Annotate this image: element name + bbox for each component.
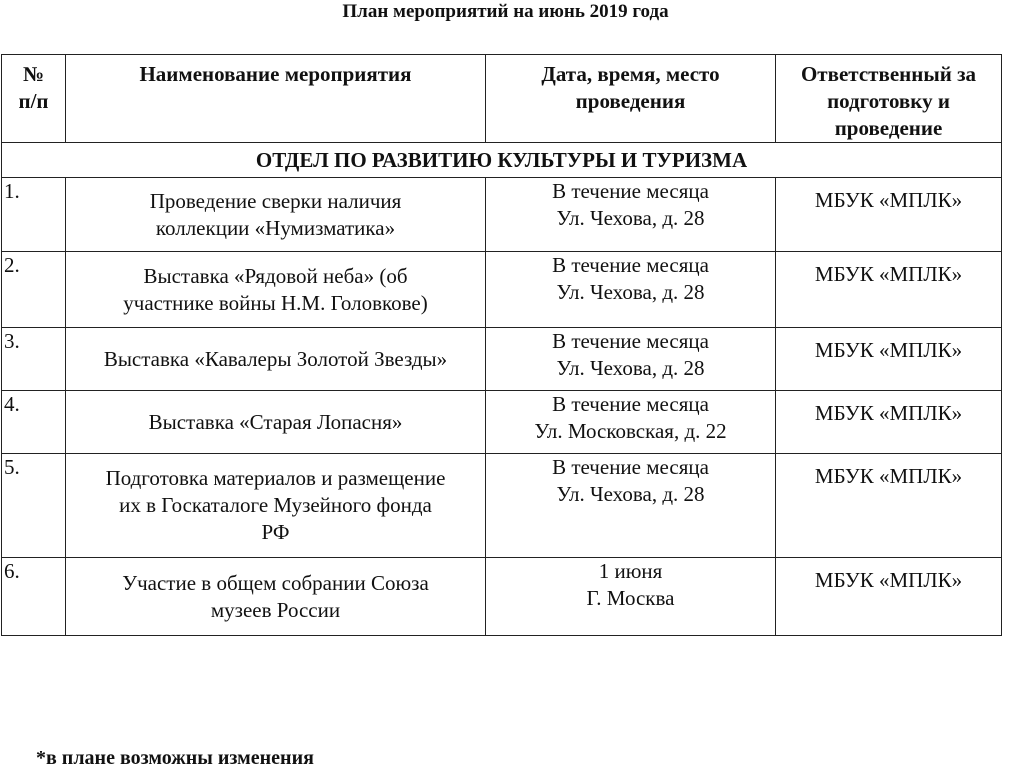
event-title-line: РФ: [261, 520, 290, 544]
row-responsible: МБУК «МПЛК»: [776, 558, 1002, 636]
date-line: 1 июня: [598, 559, 663, 583]
header-responsible-line: Ответственный за: [800, 62, 977, 86]
row-date-place: [486, 558, 776, 636]
header-num-line: №: [22, 62, 45, 86]
header-title-line: Наименование мероприятия: [139, 62, 412, 86]
events-table: [1, 54, 1002, 636]
row-date-place: [486, 328, 776, 391]
section-row: [2, 143, 1002, 178]
header-title: [66, 55, 486, 143]
header-date-line: проведения: [575, 89, 686, 113]
row-event-title: [66, 328, 486, 391]
place-line: Ул. Чехова, д. 28: [556, 280, 705, 304]
table-row: [2, 252, 1002, 328]
page-title: План мероприятий на июнь 2019 года: [342, 1, 669, 22]
header-date-line: Дата, время, место: [541, 62, 720, 86]
event-title-line: музеев России: [210, 597, 341, 622]
header-num-line: п/п: [18, 89, 49, 113]
header-date: [486, 55, 776, 143]
row-event-title: [66, 178, 486, 252]
table-header-row: [2, 55, 1002, 143]
row-event-title: [66, 454, 486, 558]
table-row: [2, 454, 1002, 558]
event-title-line: Выставка «Кавалеры Золотой Звезды»: [103, 346, 448, 371]
event-title-line: участнике войны Н.М. Головкове): [123, 290, 428, 315]
row-event-title: [66, 558, 486, 636]
row-number: 2.: [2, 252, 66, 328]
table-row: [2, 391, 1002, 454]
event-title-line: их в Госкаталоге Музейного фонда: [119, 493, 432, 517]
row-number: 3.: [2, 328, 66, 391]
row-date-place: [486, 454, 776, 558]
header-num: [2, 55, 66, 143]
event-title-line: Участие в общем собрании Союза: [122, 570, 429, 595]
date-line: В течение месяца: [552, 329, 709, 353]
row-responsible: МБУК «МПЛК»: [776, 252, 1002, 328]
row-event-title: [66, 252, 486, 328]
row-number: 4.: [2, 391, 66, 454]
row-date-place: [486, 391, 776, 454]
row-date-place: [486, 178, 776, 252]
header-responsible-line: проведение: [834, 116, 943, 140]
row-responsible: МБУК «МПЛК»: [776, 328, 1002, 391]
table-row: [2, 558, 1002, 636]
event-title-line: Проведение сверки наличия: [149, 188, 402, 213]
table-row: [2, 328, 1002, 391]
place-line: Ул. Московская, д. 22: [534, 419, 727, 443]
place-line: Ул. Чехова, д. 28: [556, 356, 705, 380]
header-responsible-line: подготовку и: [827, 89, 950, 113]
row-event-title: [66, 391, 486, 454]
date-line: В течение месяца: [552, 455, 709, 479]
event-title-line: Подготовка материалов и размещение: [105, 466, 446, 490]
footnote: *в плане возможны изменения: [36, 747, 314, 769]
row-responsible: МБУК «МПЛК»: [776, 391, 1002, 454]
event-title-line: Выставка «Старая Лопасня»: [148, 409, 403, 434]
row-number: 6.: [2, 558, 66, 636]
place-line: Ул. Чехова, д. 28: [556, 482, 705, 506]
place-line: Ул. Чехова, д. 28: [556, 206, 705, 230]
row-date-place: [486, 252, 776, 328]
event-title-line: Выставка «Рядовой неба» (об: [143, 263, 408, 288]
date-line: В течение месяца: [552, 179, 709, 203]
row-responsible: МБУК «МПЛК»: [776, 178, 1002, 252]
row-number: 5.: [2, 454, 66, 558]
section-title: ОТДЕЛ ПО РАЗВИТИЮ КУЛЬТУРЫ И ТУРИЗМА: [2, 143, 1002, 178]
table-row: [2, 178, 1002, 252]
date-line: В течение месяца: [552, 253, 709, 277]
row-number: 1.: [2, 178, 66, 252]
row-responsible: МБУК «МПЛК»: [776, 454, 1002, 558]
date-line: В течение месяца: [552, 392, 709, 416]
header-responsible: [776, 55, 1002, 143]
event-title-line: коллекции «Нумизматика»: [155, 215, 396, 240]
place-line: Г. Москва: [586, 586, 675, 610]
